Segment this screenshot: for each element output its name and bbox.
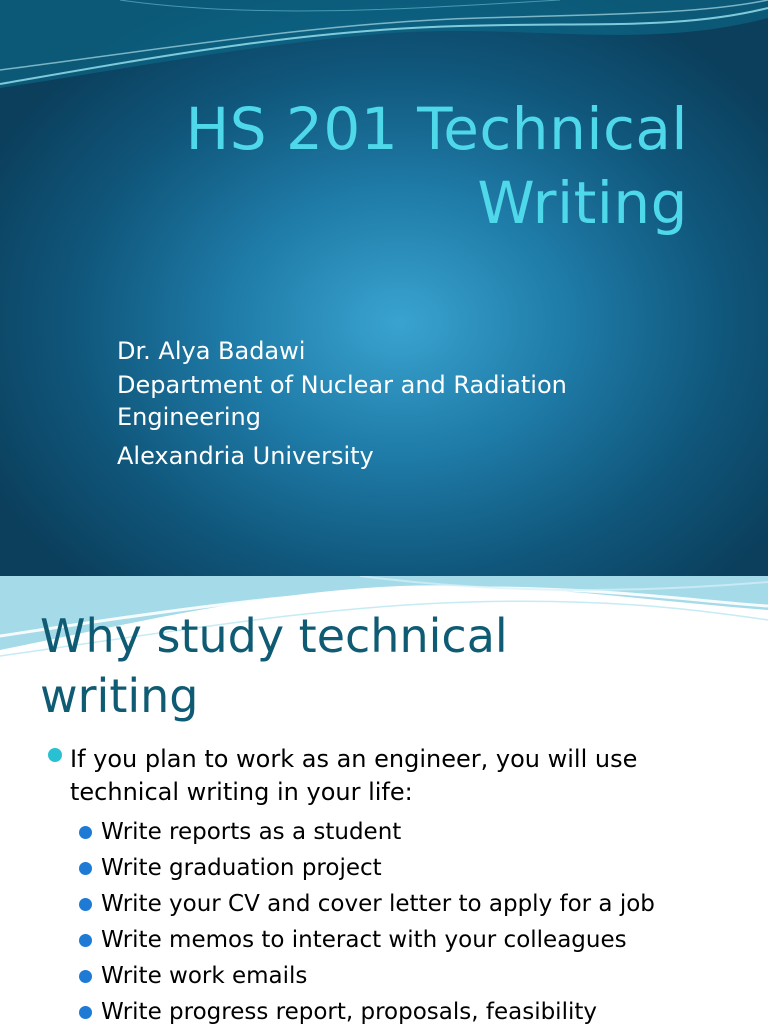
sub-bullet-text: Write memos to interact with your colleagues	[101, 927, 627, 953]
university-name: Alexandria University	[117, 442, 374, 470]
department-name	[117, 369, 717, 433]
sub-bullet-text: Write progress report, proposals, feasibility	[101, 999, 597, 1025]
sub-bullet-item	[79, 994, 768, 1030]
main-bullet-item	[48, 743, 748, 809]
sub-bullet-item	[79, 958, 768, 994]
sub-bullet-item	[79, 922, 768, 958]
subtitle-block	[117, 333, 717, 474]
department-line: Engineering	[117, 403, 261, 431]
sub-bullet-item	[79, 886, 768, 922]
department-line: Department of Nuclear and Radiation	[117, 371, 567, 399]
bullet-dot-icon	[79, 862, 92, 875]
content-title-line: writing	[40, 669, 199, 723]
sub-bullet-text: Write work emails	[101, 963, 308, 989]
author-name: Dr. Alya Badawi	[117, 337, 306, 365]
sub-bullet-text: Write your CV and cover letter to apply for a job	[101, 891, 655, 917]
bullet-dot-icon	[79, 934, 92, 947]
bullet-dot-icon	[79, 826, 92, 839]
sub-bullet-item	[79, 850, 768, 886]
slide-title	[186, 92, 688, 240]
bullet-dot-icon	[79, 898, 92, 911]
bullet-dot-icon	[79, 1006, 92, 1019]
sub-bullet-text: Write reports as a student	[101, 819, 402, 845]
sub-bullet-list	[79, 814, 768, 1030]
sub-bullet-text: Write graduation project	[101, 855, 382, 881]
slide-title-line: HS 201 Technical	[185, 95, 688, 163]
main-bullet-text: If you plan to work as an engineer, you will use technical writing in your life:	[70, 745, 638, 806]
bullet-dot-icon	[48, 748, 62, 762]
slide-title-line: Writing	[477, 169, 688, 237]
sub-bullet-item	[79, 814, 768, 850]
content-slide-title	[40, 606, 740, 726]
content-title-line: Why study technical	[40, 609, 508, 663]
bullet-dot-icon	[79, 970, 92, 983]
